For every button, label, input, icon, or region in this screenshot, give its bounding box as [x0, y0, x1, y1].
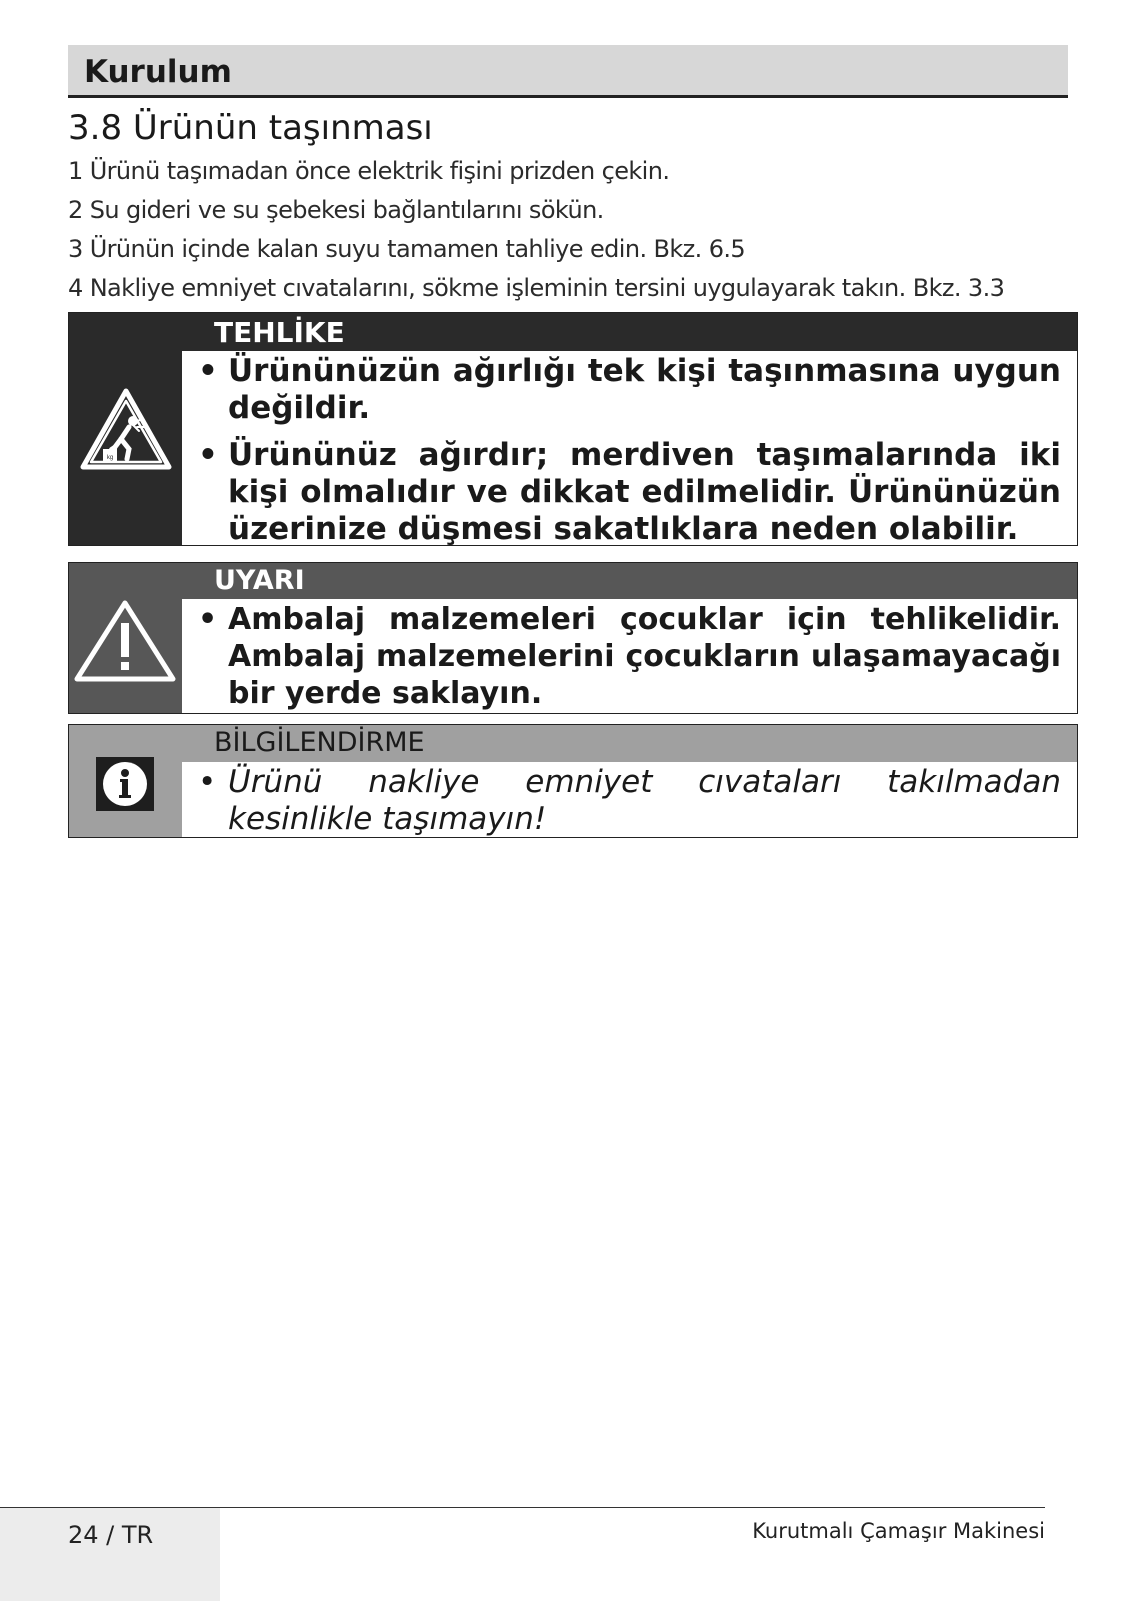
danger-box — [68, 312, 1078, 546]
danger-item: • Ürününüzün ağırlığı tek kişi taşınmasına uygun değildir. — [182, 353, 1077, 427]
info-title: BİLGİLENDİRME — [214, 727, 425, 758]
section-title: Kurulum — [84, 54, 232, 90]
danger-item: • Ürününüz ağırdır; merdiven taşımalarında iki kişi olmalıdır ve dikkat edilmelidir. Ürününüzün üzerinize düşmesi sakatlıklara neden olabilir. — [182, 437, 1077, 548]
danger-icon-panel — [69, 313, 182, 545]
step-item: 3 Ürünün içinde kalan suyu tamamen tahliye edin. Bkz. 6.5 — [68, 235, 746, 263]
info-body — [182, 762, 1077, 837]
steps-list — [68, 152, 1068, 308]
info-item: • Ürünü nakliye emniyet cıvataları takılmadan kesinlikle taşımayın! — [182, 764, 1077, 838]
step-item: 2 Su gideri ve su şebekesi bağlantılarını sökün. — [68, 196, 604, 224]
danger-title-bar — [182, 313, 1077, 351]
warning-box — [68, 562, 1078, 714]
exclamation-triangle-icon — [73, 599, 177, 683]
footer-product-name: Kurutmalı Çamaşır Makinesi — [752, 1519, 1045, 1543]
danger-title: TEHLİKE — [214, 316, 345, 349]
info-title-bar — [182, 725, 1077, 762]
step-item: 4 Nakliye emniyet cıvatalarını, sökme işleminin tersini uygulayarak takın. Bkz. 3.3 — [68, 274, 1005, 302]
kg-label: kg — [106, 455, 114, 461]
footer-page-block — [0, 1508, 220, 1601]
info-box — [68, 724, 1078, 838]
warning-item: • Ambalaj malzemeleri çocuklar için tehlikelidir. Ambalaj malzemelerini çocukların ulaşamayacağı bir yerde saklayın. — [182, 601, 1077, 712]
warning-icon-panel — [69, 563, 182, 713]
page-number: 24 / TR — [68, 1521, 154, 1549]
info-icon-panel — [69, 725, 182, 837]
danger-body — [182, 351, 1077, 545]
warning-title: UYARI — [214, 565, 305, 596]
info-icon — [96, 757, 154, 811]
step-item: 1 Ürünü taşımadan önce elektrik fişini prizden çekin. — [68, 157, 670, 185]
heavy-lifting-warning-icon — [77, 385, 175, 475]
warning-body — [182, 599, 1077, 713]
page-heading: 3.8 Ürünün taşınması — [68, 108, 433, 148]
warning-title-bar — [182, 563, 1077, 599]
section-header — [68, 45, 1068, 98]
